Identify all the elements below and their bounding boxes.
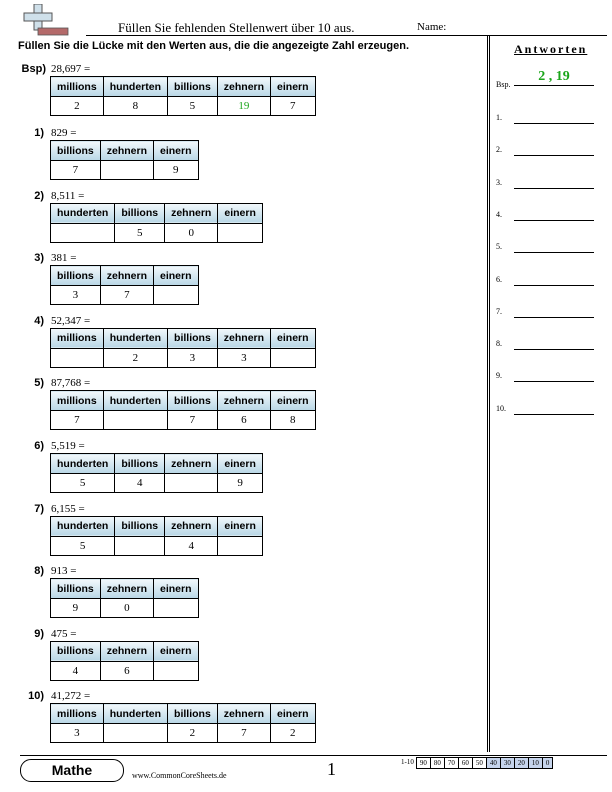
problem-question: 381 = — [51, 252, 77, 265]
place-value-table — [50, 641, 199, 681]
plus-logo-icon — [20, 4, 70, 36]
column-header: billions — [168, 704, 218, 724]
column-header: einern — [271, 77, 316, 97]
column-header: zehnern — [100, 266, 153, 286]
table-header-row — [51, 77, 316, 97]
answer-line[interactable] — [514, 309, 594, 318]
problem-number: 2) — [34, 189, 44, 202]
problem-number: 8) — [34, 565, 44, 578]
column-header: zehnern — [100, 579, 153, 599]
column-header: einern — [271, 328, 316, 348]
table-header-row — [51, 266, 199, 286]
answer-number: 3. — [496, 177, 502, 187]
column-header: zehnern — [217, 77, 270, 97]
problem-question: 28,697 = — [51, 63, 91, 75]
column-header: billions — [115, 203, 165, 223]
blank-cell[interactable] — [154, 599, 199, 618]
score-cell: 10 — [528, 757, 543, 769]
answer-number: 6. — [496, 274, 502, 284]
value-cell: 4 — [115, 474, 165, 493]
column-header: hunderten — [51, 454, 115, 474]
table-header-row — [51, 579, 199, 599]
answer-line[interactable] — [514, 212, 594, 221]
blank-cell[interactable] — [51, 223, 115, 242]
column-header: millions — [51, 77, 104, 97]
blank-cell[interactable] — [115, 536, 165, 555]
column-header: einern — [271, 704, 316, 724]
problem-number: 7) — [34, 502, 44, 515]
column-header: hunderten — [51, 516, 115, 536]
answer-line[interactable] — [514, 180, 594, 189]
problem-number: 4) — [34, 314, 44, 327]
column-header: millions — [51, 391, 104, 411]
score-cell: 40 — [486, 757, 501, 769]
answer-line[interactable] — [514, 373, 594, 382]
column-header: einern — [218, 203, 263, 223]
value-cell: 7 — [217, 724, 270, 743]
answer-number: 4. — [496, 209, 502, 219]
value-cell: 9 — [51, 599, 101, 618]
score-cell: 0 — [542, 757, 554, 769]
score-range-label: 1-10 — [401, 758, 414, 766]
divider-line — [487, 36, 488, 752]
answer-number: 10. — [496, 403, 506, 413]
table-row — [51, 286, 199, 305]
column-header: zehnern — [165, 516, 218, 536]
place-value-table — [50, 578, 199, 618]
column-header: zehnern — [217, 328, 270, 348]
value-cell: 8 — [271, 411, 316, 430]
problem-number: 1) — [34, 127, 44, 139]
table-row — [51, 661, 199, 680]
column-header: zehnern — [217, 704, 270, 724]
value-cell: 0 — [165, 223, 218, 242]
value-cell: 5 — [51, 536, 115, 555]
place-value-table — [50, 390, 316, 430]
place-value-table — [50, 203, 263, 243]
blank-cell[interactable] — [103, 724, 167, 743]
column-header: zehnern — [217, 391, 270, 411]
value-cell: 7 — [168, 411, 218, 430]
column-header: einern — [218, 516, 263, 536]
problem-question: 41,272 = — [51, 690, 91, 703]
blank-cell[interactable] — [165, 474, 218, 493]
value-cell: 5 — [115, 223, 165, 242]
answer-line[interactable] — [514, 341, 594, 350]
example-answer-label: Bsp. — [496, 80, 511, 89]
column-header: hunderten — [103, 77, 167, 97]
problem-question: 475 = — [51, 627, 77, 640]
column-header: billions — [115, 516, 165, 536]
score-key — [398, 757, 553, 769]
value-cell: 3 — [168, 348, 218, 367]
column-header: zehnern — [165, 454, 218, 474]
place-value-table — [50, 265, 199, 305]
column-header: zehnern — [100, 641, 153, 661]
answer-number: 7. — [496, 306, 502, 316]
column-header: millions — [51, 328, 104, 348]
value-cell: 3 — [51, 286, 101, 305]
problem-number: Bsp) — [21, 63, 46, 75]
table-row — [51, 411, 316, 430]
problem-question: 5,519 = — [51, 440, 85, 452]
value-cell: 2 — [103, 348, 167, 367]
header-rule — [86, 35, 607, 36]
answer-line[interactable] — [514, 115, 594, 124]
value-cell: 4 — [165, 536, 218, 555]
value-cell: 3 — [217, 348, 270, 367]
column-header: millions — [51, 704, 104, 724]
divider-line — [489, 36, 490, 752]
answer-number: 2. — [496, 145, 502, 155]
subject-badge: Mathe — [20, 759, 124, 782]
problem-number: 3) — [34, 252, 44, 265]
worksheet-title: Füllen Sie fehlenden Stellenwert über 10 aus. — [118, 20, 355, 35]
blank-cell[interactable] — [51, 348, 104, 367]
answer-line[interactable] — [514, 147, 594, 156]
column-header: billions — [51, 579, 101, 599]
blank-cell[interactable] — [218, 536, 263, 555]
table-header-row — [51, 641, 199, 661]
value-cell: 4 — [51, 661, 101, 680]
column-header: hunderten — [103, 391, 167, 411]
problem-question: 8,511 = — [51, 189, 85, 202]
footer-rule — [20, 755, 607, 756]
value-cell: 7 — [51, 161, 101, 180]
problem-question: 829 = — [51, 127, 77, 139]
problem-number: 10) — [28, 690, 44, 703]
value-cell: 9 — [218, 474, 263, 493]
table-header-row — [51, 203, 263, 223]
table-row — [51, 536, 263, 555]
instructions: Füllen Sie die Lücke mit den Werten aus, die die angezeigte Zahl erzeugen. — [18, 40, 409, 52]
table-row — [51, 599, 199, 618]
answer-number: 9. — [496, 371, 502, 381]
column-header: billions — [168, 328, 218, 348]
column-header: billions — [168, 77, 218, 97]
blank-cell[interactable] — [103, 411, 167, 430]
value-cell: 6 — [217, 411, 270, 430]
column-header: einern — [271, 391, 316, 411]
score-cell: 90 — [416, 757, 431, 769]
problem-question: 87,768 = — [51, 377, 91, 390]
value-cell: 7 — [100, 286, 153, 305]
value-cell: 5 — [51, 474, 115, 493]
table-row — [51, 161, 199, 180]
answers-title: Antworten — [514, 42, 588, 56]
problem-question: 6,155 = — [51, 502, 85, 515]
column-header: einern — [154, 266, 199, 286]
answer-number: 5. — [496, 242, 502, 252]
value-cell: 19 — [217, 97, 270, 116]
problem-number: 5) — [34, 377, 44, 390]
column-header: einern — [218, 454, 263, 474]
value-cell: 2 — [51, 97, 104, 116]
score-cell: 60 — [458, 757, 473, 769]
column-header: billions — [168, 391, 218, 411]
table-row — [51, 223, 263, 242]
answer-line[interactable] — [514, 244, 594, 253]
column-header: zehnern — [165, 203, 218, 223]
value-cell: 7 — [51, 411, 104, 430]
answer-number: 8. — [496, 339, 502, 349]
table-header-row — [51, 516, 263, 536]
column-header: billions — [51, 641, 101, 661]
answer-number: 1. — [496, 113, 502, 122]
score-cell: 20 — [514, 757, 529, 769]
blank-cell[interactable] — [154, 661, 199, 680]
table-header-row — [51, 141, 199, 161]
table-row — [51, 474, 263, 493]
table-header-row — [51, 391, 316, 411]
table-row — [51, 724, 316, 743]
blank-cell[interactable] — [271, 348, 316, 367]
blank-cell[interactable] — [154, 286, 199, 305]
blank-cell[interactable] — [218, 223, 263, 242]
column-header: hunderten — [103, 328, 167, 348]
table-row — [51, 97, 316, 116]
value-cell: 7 — [271, 97, 316, 116]
problem-number: 9) — [34, 627, 44, 640]
table-header-row — [51, 328, 316, 348]
score-cell: 30 — [500, 757, 515, 769]
problem-question: 52,347 = — [51, 314, 91, 327]
column-header: einern — [154, 641, 199, 661]
value-cell: 3 — [51, 724, 104, 743]
column-header: einern — [154, 579, 199, 599]
value-cell: 0 — [100, 599, 153, 618]
website-link[interactable]: www.CommonCoreSheets.de — [132, 771, 227, 780]
blank-cell[interactable] — [100, 161, 153, 180]
place-value-table — [50, 516, 263, 556]
problem-question: 913 = — [51, 565, 77, 578]
value-cell: 8 — [103, 97, 167, 116]
value-cell: 5 — [168, 97, 218, 116]
example-answer: 2 , 19 — [514, 69, 594, 86]
column-header: billions — [51, 141, 101, 161]
column-header: einern — [154, 141, 199, 161]
answer-line[interactable] — [514, 406, 594, 415]
value-cell: 9 — [154, 161, 199, 180]
table-row — [51, 348, 316, 367]
score-cell: 50 — [472, 757, 487, 769]
place-value-table — [50, 328, 316, 368]
column-header: billions — [115, 454, 165, 474]
page-number: 1 — [327, 759, 336, 779]
column-header: billions — [51, 266, 101, 286]
name-label: Name: — [417, 21, 447, 33]
value-cell: 2 — [168, 724, 218, 743]
place-value-table — [50, 453, 263, 493]
score-cell: 80 — [430, 757, 445, 769]
column-header: zehnern — [100, 141, 153, 161]
table-header-row — [51, 454, 263, 474]
value-cell: 2 — [271, 724, 316, 743]
answer-line[interactable] — [514, 277, 594, 286]
table-header-row — [51, 704, 316, 724]
value-cell: 6 — [100, 661, 153, 680]
column-header: hunderten — [51, 203, 115, 223]
column-header: hunderten — [103, 704, 167, 724]
place-value-table — [50, 140, 199, 180]
place-value-table — [50, 703, 316, 743]
score-cell: 70 — [444, 757, 459, 769]
problem-number: 6) — [34, 440, 44, 452]
place-value-table — [50, 76, 316, 116]
